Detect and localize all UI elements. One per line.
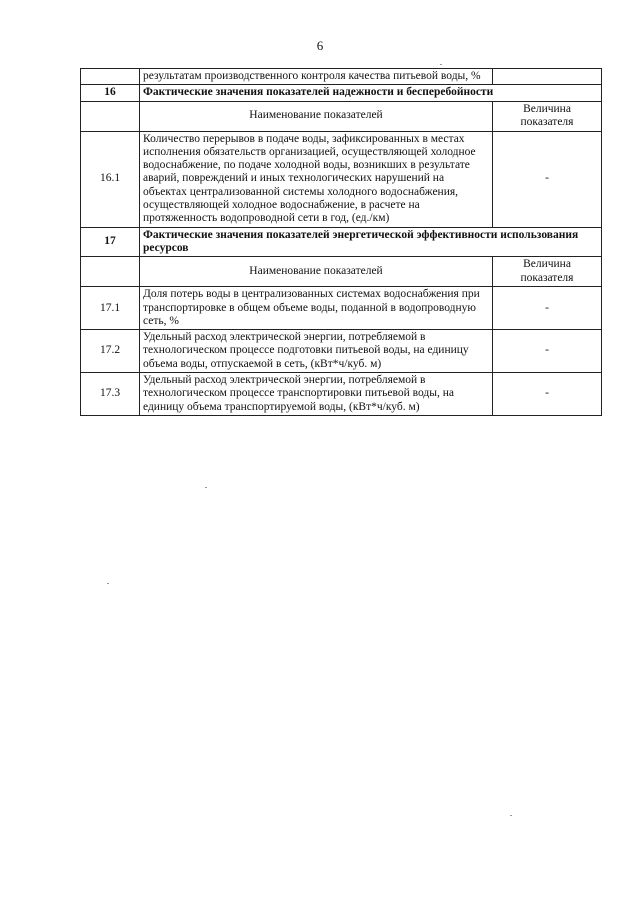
row-number: 17.2 [81,330,140,373]
indicator-value [493,69,602,85]
table-row [81,287,602,330]
indicator-name: Удельный расход электрической энергии, потребляемой в технологическом процессе транспортировки питьевой воды, на единицу объема транспортируемой воды, (кВт*ч/куб. м) [140,373,493,416]
header-value: Величина показателя [493,257,602,287]
row-number: 17.1 [81,287,140,330]
indicator-name: Количество перерывов в подаче воды, зафиксированных в местах исполнения обязательств организацией, осуществляющей холодное водоснабжение, по подаче холодной воды, возникших в результате аварий, повреждений и иных технологических нарушений на объектах централизованной системы холодного водоснабжения, осуществляющей холодное водоснабжение, в расчете на протяженность водопроводной сети в год, (ед./км) [140,131,493,227]
header-row [81,257,602,287]
header-name: Наименование показателей [140,101,493,131]
section-title: Фактические значения показателей энергетической эффективности использования ресурсов [140,227,602,257]
section-number: 17 [81,227,140,257]
indicator-name: Удельный расход электрической энергии, потребляемой в технологическом процессе подготовки питьевой воды, на единицу объема воды, отпускаемой в сеть, (кВт*ч/куб. м) [140,330,493,373]
header-name: Наименование показателей [140,257,493,287]
scan-speck [107,583,109,584]
indicators-table [80,68,602,416]
indicator-value: - [493,373,602,416]
section-row [81,85,602,101]
table-row [81,69,602,85]
header-empty [81,101,140,131]
scan-speck [205,487,207,488]
header-row [81,101,602,131]
section-number: 16 [81,85,140,101]
row-number: 16.1 [81,131,140,227]
indicator-value: - [493,131,602,227]
page-number: 6 [316,38,324,53]
header-empty [81,257,140,287]
header-value: Величина показателя [493,101,602,131]
table-row [81,131,602,227]
row-number: 17.3 [81,373,140,416]
section-title: Фактические значения показателей надежности и бесперебойности [140,85,602,101]
scan-speck [440,64,442,65]
table-row [81,373,602,416]
indicator-name: результатам производственного контроля качества питьевой воды, % [140,69,493,85]
scan-speck [510,815,512,816]
row-number [81,69,140,85]
indicator-value: - [493,330,602,373]
indicator-name: Доля потерь воды в централизованных системах водоснабжения при транспортировке в общем объеме воды, поданной в водопроводную сеть, % [140,287,493,330]
section-row [81,227,602,257]
indicator-value: - [493,287,602,330]
table-row [81,330,602,373]
